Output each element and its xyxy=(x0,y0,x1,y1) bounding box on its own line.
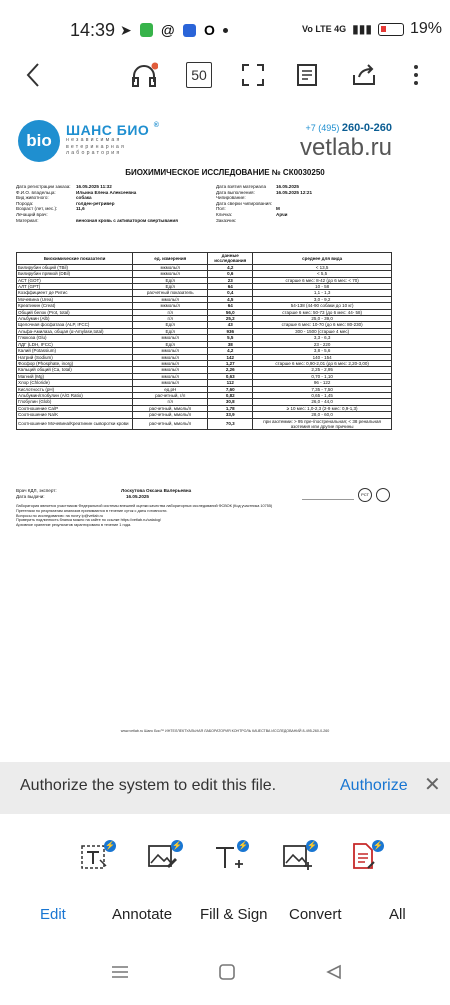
document-footer: www.vetlab.ru Шанс Био™ ИНТЕЛЛЕКТУАЛЬНАЯ ЛАБОРАТОРИЯ КОНТРОЛЬ КАЧЕСТВА ИССЛЕДОВАНИЙ 8-495-260-0-260 xyxy=(120,729,330,733)
unit-cell: ммоль/л xyxy=(133,360,208,366)
meta-value: 16.05.2025 xyxy=(276,184,299,189)
unit-cell: ммоль/л xyxy=(133,348,208,354)
value-cell: 4,5 xyxy=(208,296,253,302)
signal-icon: ▮▮▮ xyxy=(352,22,372,36)
note-line: Претензии по результатам анализов принимаются в течение суток с даты готовности. xyxy=(16,508,168,513)
unit-cell: Ед/л xyxy=(133,284,208,290)
test-name-cell: Альбумин (Alb) xyxy=(17,316,133,322)
unit-cell: ммоль/л xyxy=(133,367,208,373)
value-cell: 142 xyxy=(208,354,253,360)
test-name-cell: Креатинин (Creat) xyxy=(17,303,133,309)
meta-value: Арчи xyxy=(276,211,288,217)
quality-seal-icon xyxy=(376,488,390,502)
meta-label: Вид животного: xyxy=(16,195,49,201)
test-name-cell: Билирубин прямой (DBil) xyxy=(17,271,133,277)
value-cell: 2,26 xyxy=(208,367,253,373)
test-name-cell: Соотношение Мочевина/Креатинин сыворотки крови xyxy=(17,418,133,430)
reader-mode-button[interactable] xyxy=(294,62,320,88)
dot-icon xyxy=(223,28,228,33)
value-cell: 43 xyxy=(208,322,253,328)
reference-cell: < 13,5 xyxy=(253,264,392,270)
value-cell: 0,4 xyxy=(208,290,253,296)
meta-label: Лечащий врач: xyxy=(16,211,48,217)
meta-value: голден-ретривер xyxy=(76,200,115,206)
reader-toolbar xyxy=(0,50,450,102)
share-icon xyxy=(351,63,377,87)
page-edit-tool[interactable] xyxy=(346,836,386,876)
telegram-icon: ➤ xyxy=(120,21,132,38)
lab-site: vetlab.ru xyxy=(299,134,392,161)
battery-icon xyxy=(378,23,404,36)
unit-cell: Ед/л xyxy=(133,322,208,328)
meta-value: 11,6 xyxy=(76,206,85,212)
signature-block xyxy=(16,488,276,499)
value-cell: 1,27 xyxy=(208,360,253,366)
unit-cell: Ед/л xyxy=(133,277,208,283)
app-green-icon xyxy=(140,23,153,37)
meta-label: Дата выполнения: xyxy=(216,189,255,195)
reference-cell: 140 - 154 xyxy=(253,354,392,360)
document-viewer[interactable] xyxy=(0,104,450,754)
table-header-cell: данные исследования xyxy=(208,253,253,265)
test-name-cell: ЛДГ (LDH, IFCC) xyxy=(17,341,133,347)
tab-fill-sign[interactable]: Fill & Sign xyxy=(200,906,268,923)
unit-cell: расчетный показатель xyxy=(133,290,208,296)
status-time: 14:39 xyxy=(70,20,116,40)
value-cell: 0,63 xyxy=(208,373,253,379)
pro-badge: ⚡ xyxy=(373,841,383,850)
edit-tools xyxy=(0,836,450,896)
reference-cell: 0,70 - 1,10 xyxy=(253,373,392,379)
value-cell: 64 xyxy=(208,284,253,290)
tab-edit[interactable]: Edit xyxy=(40,906,66,923)
meta-value: М xyxy=(276,206,280,212)
meta-value: собака xyxy=(76,195,92,201)
reference-cell: ≥ 10 мес: 1,0-2,3 (2-9 мес: 0,9-1,3) xyxy=(253,405,392,411)
value-cell: 23 xyxy=(208,277,253,283)
pro-badge: ⚡ xyxy=(105,841,115,850)
test-name-cell: Коэффициент де Ритис xyxy=(17,290,133,296)
pro-badge: ⚡ xyxy=(307,841,317,850)
unit-cell: г/л xyxy=(133,309,208,315)
unit-cell: расчетный, ммоль/л xyxy=(133,412,208,418)
document-page xyxy=(0,104,450,754)
meta-left xyxy=(16,184,206,223)
nav-icons xyxy=(0,955,450,1000)
meta-row xyxy=(16,218,206,224)
meta-value: Ильина Елена Алексеевна xyxy=(76,189,137,195)
bottom-tabs xyxy=(0,906,450,936)
lab-logo: bio xyxy=(18,120,60,162)
lab-name-text: ШАНС БИО xyxy=(66,122,150,138)
unit-cell: ммоль/л xyxy=(133,354,208,360)
test-name-cell: Глобулин (Glob) xyxy=(17,399,133,405)
value-cell: 56,0 xyxy=(208,309,253,315)
listen-button[interactable] xyxy=(128,62,160,88)
reference-cell: 300 - 1500 (старше 4 мес) xyxy=(253,328,392,334)
test-name-cell: Натрий (Sodium) xyxy=(17,354,133,360)
reference-cell: старше 6 мес: 50-73 (до 6 мес: 44- 58) xyxy=(253,309,392,315)
value-cell: 64 xyxy=(208,303,253,309)
value-cell: 936 xyxy=(208,328,253,334)
unit-cell: г/л xyxy=(133,316,208,322)
value-cell: 0,6 xyxy=(208,271,253,277)
value-cell: 112 xyxy=(208,380,253,386)
table-header-cell: среднее для вида xyxy=(253,253,392,265)
document-title: БИОХИМИЧЕСКОЕ ИССЛЕДОВАНИЕ № СК0030250 xyxy=(125,168,325,177)
at-icon: @ xyxy=(160,22,175,38)
system-navbar xyxy=(0,955,450,1000)
reference-cell: старше 6 мес: 0,90-2,01 (до 6 мес: 2,20-3,00) xyxy=(253,360,392,366)
test-name-cell: Общий белок (Prot, total) xyxy=(17,309,133,315)
authorize-button[interactable]: Authorize xyxy=(340,777,408,794)
test-name-cell: Магний (Mg) xyxy=(17,373,133,379)
document-icon xyxy=(295,63,319,87)
reference-cell: 0,65 - 1,45 xyxy=(253,392,392,398)
add-text-tool[interactable] xyxy=(211,836,251,876)
edit-image-tool[interactable] xyxy=(145,836,185,876)
unit-cell: расчетный, г/л xyxy=(133,392,208,398)
network-label: Vo LTE 4G xyxy=(301,24,347,34)
test-name-cell: Билирубин общий (TBil) xyxy=(17,264,133,270)
reference-cell: 7,35 - 7,50 xyxy=(253,386,392,392)
test-name-cell: Глюкоза (Glu) xyxy=(17,335,133,341)
more-vertical-icon xyxy=(413,63,419,87)
meta-value: 16.05.2025 11:32 xyxy=(76,184,112,189)
lab-subtitle xyxy=(66,137,126,157)
meta-label: Возраст (лет, мес.): xyxy=(16,206,58,212)
note-line: Лаборатория является участником Федеральной системы внешней оценки качества лабораторных исследований ФСВОК (Код участника 10755) xyxy=(16,504,273,508)
results-header-row xyxy=(17,253,392,265)
test-name-cell: АСТ (GOT) xyxy=(17,277,133,283)
lab-phone xyxy=(306,122,392,134)
doctor-name: Лоскутова Оксана Валерьевна xyxy=(121,488,192,493)
reference-cell: 3,3 - 6,3 xyxy=(253,335,392,341)
phone-prefix: +7 (495) xyxy=(305,123,340,133)
phone-number: 260-0-260 xyxy=(341,122,392,134)
unit-cell: мкмоль/л xyxy=(133,303,208,309)
test-name-cell: Соотношение Na/K xyxy=(17,412,133,418)
lab-reg-mark: ® xyxy=(153,122,160,129)
unit-cell: Ед/л xyxy=(133,328,208,334)
lab-subtitle-1: независимая xyxy=(66,137,122,143)
test-name-cell: Щелочная фосфатаза (ALP, IFCC) xyxy=(17,322,133,328)
edit-text-tool[interactable] xyxy=(78,836,118,876)
value-cell: 5,5 xyxy=(208,335,253,341)
unit-cell: расчетный, ммоль/л xyxy=(133,418,208,430)
authorize-banner xyxy=(0,762,450,814)
notes-block xyxy=(16,504,396,528)
fullscreen-button[interactable] xyxy=(240,62,266,88)
pro-badge: ⚡ xyxy=(238,841,248,850)
value-cell: 1,78 xyxy=(208,405,253,411)
test-name-cell: Альфа-Амилаза, общая (α-Amylase,total) xyxy=(17,328,133,334)
reference-cell: старше 6 мес: 8-42 (до 6 мес: < 70) xyxy=(253,277,392,283)
add-image-tool[interactable] xyxy=(280,836,320,876)
meta-row xyxy=(216,218,396,224)
meta-label: Пол: xyxy=(216,206,226,212)
reference-cell: 1,1 - 1,3 xyxy=(253,290,392,296)
back-button[interactable] xyxy=(18,62,48,88)
reference-cell: 3,8 - 5,6 xyxy=(253,348,392,354)
reference-cell: 54-138 (44-90 собаки до 10 кг) xyxy=(253,303,392,309)
reference-cell: 96 - 122 xyxy=(253,380,392,386)
value-cell: 4,2 xyxy=(208,264,253,270)
reference-cell: 26,0 - 44,0 xyxy=(253,399,392,405)
lab-subtitle-2: ветеринарная xyxy=(66,143,126,150)
home-nav-icon[interactable] xyxy=(220,965,234,979)
meta-label: Дата регистрации заказа: xyxy=(16,184,71,189)
headphones-icon xyxy=(130,62,158,88)
note-line: Архивное хранение результатов гарантировано в течение 1 года. xyxy=(16,523,132,528)
unit-cell: г/л xyxy=(133,399,208,405)
page-count: 50 xyxy=(191,67,207,83)
meta-label: Ф.И.О. владельца: xyxy=(16,189,56,195)
meta-label: Дата сверки чипирования: xyxy=(216,200,273,206)
meta-value: венозная кровь с активатором свертывания xyxy=(76,217,178,223)
meta-label: Дата взятия материала xyxy=(216,184,266,189)
reference-cell: 23 - 220 xyxy=(253,341,392,347)
value-cell: 30,8 xyxy=(208,399,253,405)
fullscreen-icon xyxy=(241,63,265,87)
page-count-button[interactable] xyxy=(186,62,212,88)
reference-cell: 25,0 - 39,0 xyxy=(253,316,392,322)
tab-annotate[interactable]: Annotate xyxy=(112,906,173,923)
close-icon[interactable]: ✕ xyxy=(424,774,441,796)
issue-label: Дата выдачи: xyxy=(16,493,45,499)
reference-cell: при азотемии: > 95 пре-/постренальная; < 38 ренальная азотемия или другие причины xyxy=(253,418,392,430)
issue-date: 16.05.2025 xyxy=(126,493,149,499)
meta-label: Заказчик: xyxy=(216,217,237,223)
status-right xyxy=(302,20,442,38)
test-name-cell: Кислотность (pH) xyxy=(17,386,133,392)
test-name-cell: Альбумин/глобулин (A/G Ratio) xyxy=(17,392,133,398)
reference-cell: 28,0 - 60,0 xyxy=(253,412,392,418)
meta-label: Материал: xyxy=(16,217,39,223)
reference-cell: < 5,5 xyxy=(253,271,392,277)
reference-cell: старше 6 мес: 10-70 (до 6 мес: 80-230) xyxy=(253,322,392,328)
table-header-cell: ед. измерения xyxy=(133,253,208,265)
back-nav-icon[interactable] xyxy=(328,966,340,978)
unit-cell: Ед/л xyxy=(133,341,208,347)
tab-all[interactable]: All xyxy=(389,906,406,923)
meta-label: Порода: xyxy=(16,200,34,206)
value-cell: 25,2 xyxy=(208,316,253,322)
test-name-cell: АЛТ (GPT) xyxy=(17,284,133,290)
test-name-cell: Фосфор (Phosphate, inorg) xyxy=(17,360,133,366)
lab-name xyxy=(66,122,159,138)
more-button[interactable] xyxy=(408,62,424,88)
unit-cell: мкмоль/л xyxy=(133,264,208,270)
value-cell: 38 xyxy=(208,341,253,347)
meta-value: 16.05.2025 12:21 xyxy=(276,189,313,195)
test-name-cell: Калий (Potassium) xyxy=(17,348,133,354)
reference-cell: 10 - 58 xyxy=(253,284,392,290)
reference-cell: 2,25 - 2,95 xyxy=(253,367,392,373)
test-name-cell: Мочевина (Urea) xyxy=(17,296,133,302)
results-body xyxy=(17,264,392,430)
o-icon: O xyxy=(203,22,215,38)
notification-icons xyxy=(120,21,240,39)
unit-cell: ед.рН xyxy=(133,386,208,392)
note-line: Вопросы по исследованию: на почту ip@vetlab.ru xyxy=(16,513,104,518)
pro-badge: ⚡ xyxy=(172,841,182,850)
back-arrow-icon xyxy=(25,62,41,88)
app-blue-icon xyxy=(183,24,196,37)
results-table xyxy=(16,252,392,430)
value-cell: 70,3 xyxy=(208,418,253,430)
rst-stamp-icon: РСТ xyxy=(358,488,372,502)
menu-nav-icon[interactable] xyxy=(112,967,128,977)
share-button[interactable] xyxy=(350,62,378,88)
authorize-message: Authorize the system to edit this file. xyxy=(20,777,277,794)
meta-label: Кличка: xyxy=(216,211,233,217)
battery-percent: 19% xyxy=(409,20,442,37)
unit-cell: мкмоль/л xyxy=(133,271,208,277)
unit-cell: ммоль/л xyxy=(133,373,208,379)
unit-cell: ммоль/л xyxy=(133,335,208,341)
reference-cell: 3,0 - 9,2 xyxy=(253,296,392,302)
value-cell: 33,9 xyxy=(208,412,253,418)
tab-convert[interactable]: Convert xyxy=(289,906,342,923)
test-name-cell: Хлор (Chloride) xyxy=(17,380,133,386)
meta-right xyxy=(216,184,396,223)
test-name-cell: Кальций общий (Ca, total) xyxy=(17,367,133,373)
value-cell: 7,60 xyxy=(208,386,253,392)
unit-cell: расчетный, ммоль/л xyxy=(133,405,208,411)
unit-cell: ммоль/л xyxy=(133,296,208,302)
status-bar xyxy=(0,0,450,50)
accreditation-mark xyxy=(302,488,354,500)
unit-cell: ммоль/л xyxy=(133,380,208,386)
doctor-label: Врач КДЛ, эксперт: xyxy=(16,488,57,493)
note-line: Проверить подлинность бланка можно на сайте по ссылке https://vetlab.ru/catalog/ xyxy=(16,518,161,523)
value-cell: 0,82 xyxy=(208,392,253,398)
table-row xyxy=(17,418,392,430)
value-cell: 4,2 xyxy=(208,348,253,354)
test-name-cell: Соотношение Ca/P xyxy=(17,405,133,411)
table-header-cell: Биохимические показатели xyxy=(17,253,133,265)
meta-label: Чипирование: xyxy=(216,195,246,201)
lab-subtitle-3: лаборатория xyxy=(66,150,122,156)
